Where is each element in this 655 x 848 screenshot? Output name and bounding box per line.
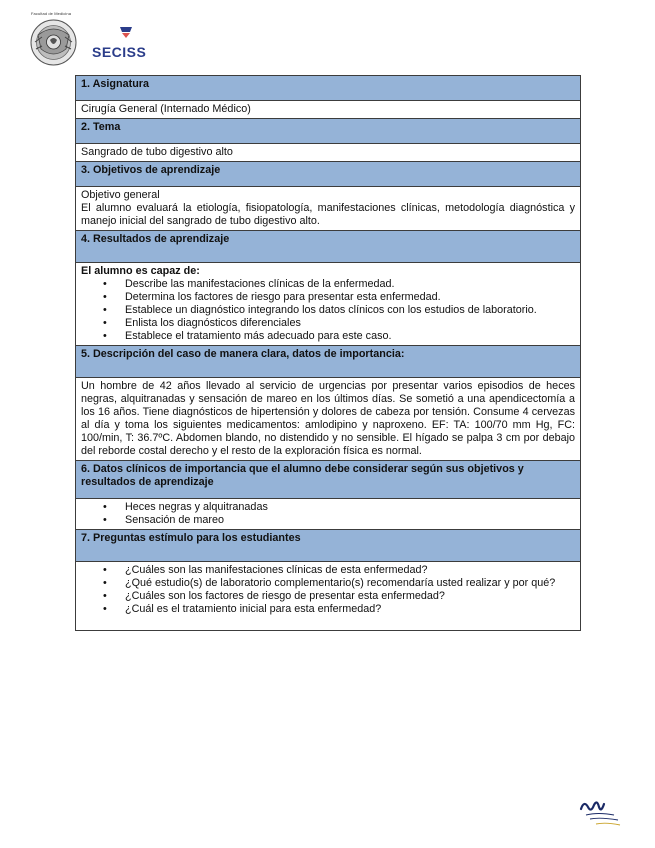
objetivos-cell	[76, 187, 581, 231]
section-header-preguntas: 7. Preguntas estímulo para los estudiantes	[76, 530, 581, 562]
seciss-logo	[92, 26, 152, 60]
section-header-tema: 2. Tema	[76, 119, 581, 144]
resultados-intro: El alumno es capaz de:	[81, 265, 200, 277]
asignatura-value: Cirugía General (Internado Médico)	[76, 101, 581, 119]
objetivo-general-label: Objetivo general	[81, 189, 160, 201]
list-item: • ¿Cuáles son las manifestaciones clínicas de esta enfermedad?	[125, 564, 575, 577]
list-item: • ¿Cuáles son los factores de riesgo de presentar esta enfermedad?	[125, 590, 575, 603]
section-header-objetivos: 3. Objetivos de aprendizaje	[76, 162, 581, 187]
list-item: • Establece el tratamiento más adecuado para este caso.	[125, 330, 575, 343]
objetivo-general-text: El alumno evaluará la etiología, fisiopatología, manifestaciones clínicas, metodología diagnóstica y manejo inicial del sangrado de tubo digestivo alto.	[81, 202, 575, 227]
seciss-logo-text: SECISS	[92, 44, 147, 60]
list-item: • Sensación de mareo	[125, 514, 575, 527]
list-item: • ¿Cuál es el tratamiento inicial para esta enfermedad?	[125, 603, 575, 616]
datos-clinicos-cell	[76, 499, 581, 530]
faculty-caption: Facultad de Medicina	[31, 11, 72, 16]
list-item: • Heces negras y alquitranadas	[125, 501, 575, 514]
seciss-emblem-icon	[118, 26, 134, 39]
caso-descripcion: Un hombre de 42 años llevado al servicio de urgencias por presentar varios episodios de heces negras, alquitranadas y sensación de mareo en los últimos días. Se sometió a una apendicectomía a los 16 años. Tiene diagnósticos de hipertensión y dolores de cabeza por tensión. Consume 4 cervezas al día y toma los siguientes medicamentos: amlodipino y naproxeno. EF: TA: 100/70 mm Hg, FC: 100/min, T: 36.7ºC. Abdomen blando, no distendido y no sensible. El hígado se palpa 3 cm por debajo del reborde costal derecho y el resto de la exploración física es normal.	[76, 378, 581, 461]
section-header-datos-clinicos: 6. Datos clínicos de importancia que el alumno debe considerar según sus objetivos y resultados de aprendizaje	[76, 461, 581, 499]
datos-clinicos-list	[81, 501, 575, 527]
section-header-asignatura: 1. Asignatura	[76, 76, 581, 101]
tema-value: Sangrado de tubo digestivo alto	[76, 144, 581, 162]
resultados-cell	[76, 263, 581, 346]
list-item: • Describe las manifestaciones clínicas de la enfermedad.	[125, 278, 575, 291]
resultados-list	[81, 278, 575, 343]
preguntas-list	[81, 564, 575, 616]
list-item: • Enlista los diagnósticos diferenciales	[125, 317, 575, 330]
list-item: • Establece un diagnóstico integrando los datos clínicos con los estudios de laboratorio.	[125, 304, 575, 317]
section-header-descripcion: 5. Descripción del caso de manera clara, datos de importancia:	[76, 346, 581, 378]
section-header-resultados: 4. Resultados de aprendizaje	[76, 231, 581, 263]
list-item: • ¿Qué estudio(s) de laboratorio complementario(s) recomendaría usted realizar y por qué?	[125, 577, 575, 590]
unam-signature-logo	[578, 797, 624, 831]
preguntas-cell	[76, 562, 581, 631]
list-item: • Determina los factores de riesgo para presentar esta enfermedad.	[125, 291, 575, 304]
case-table	[75, 75, 581, 631]
unam-seal-logo	[30, 19, 77, 66]
